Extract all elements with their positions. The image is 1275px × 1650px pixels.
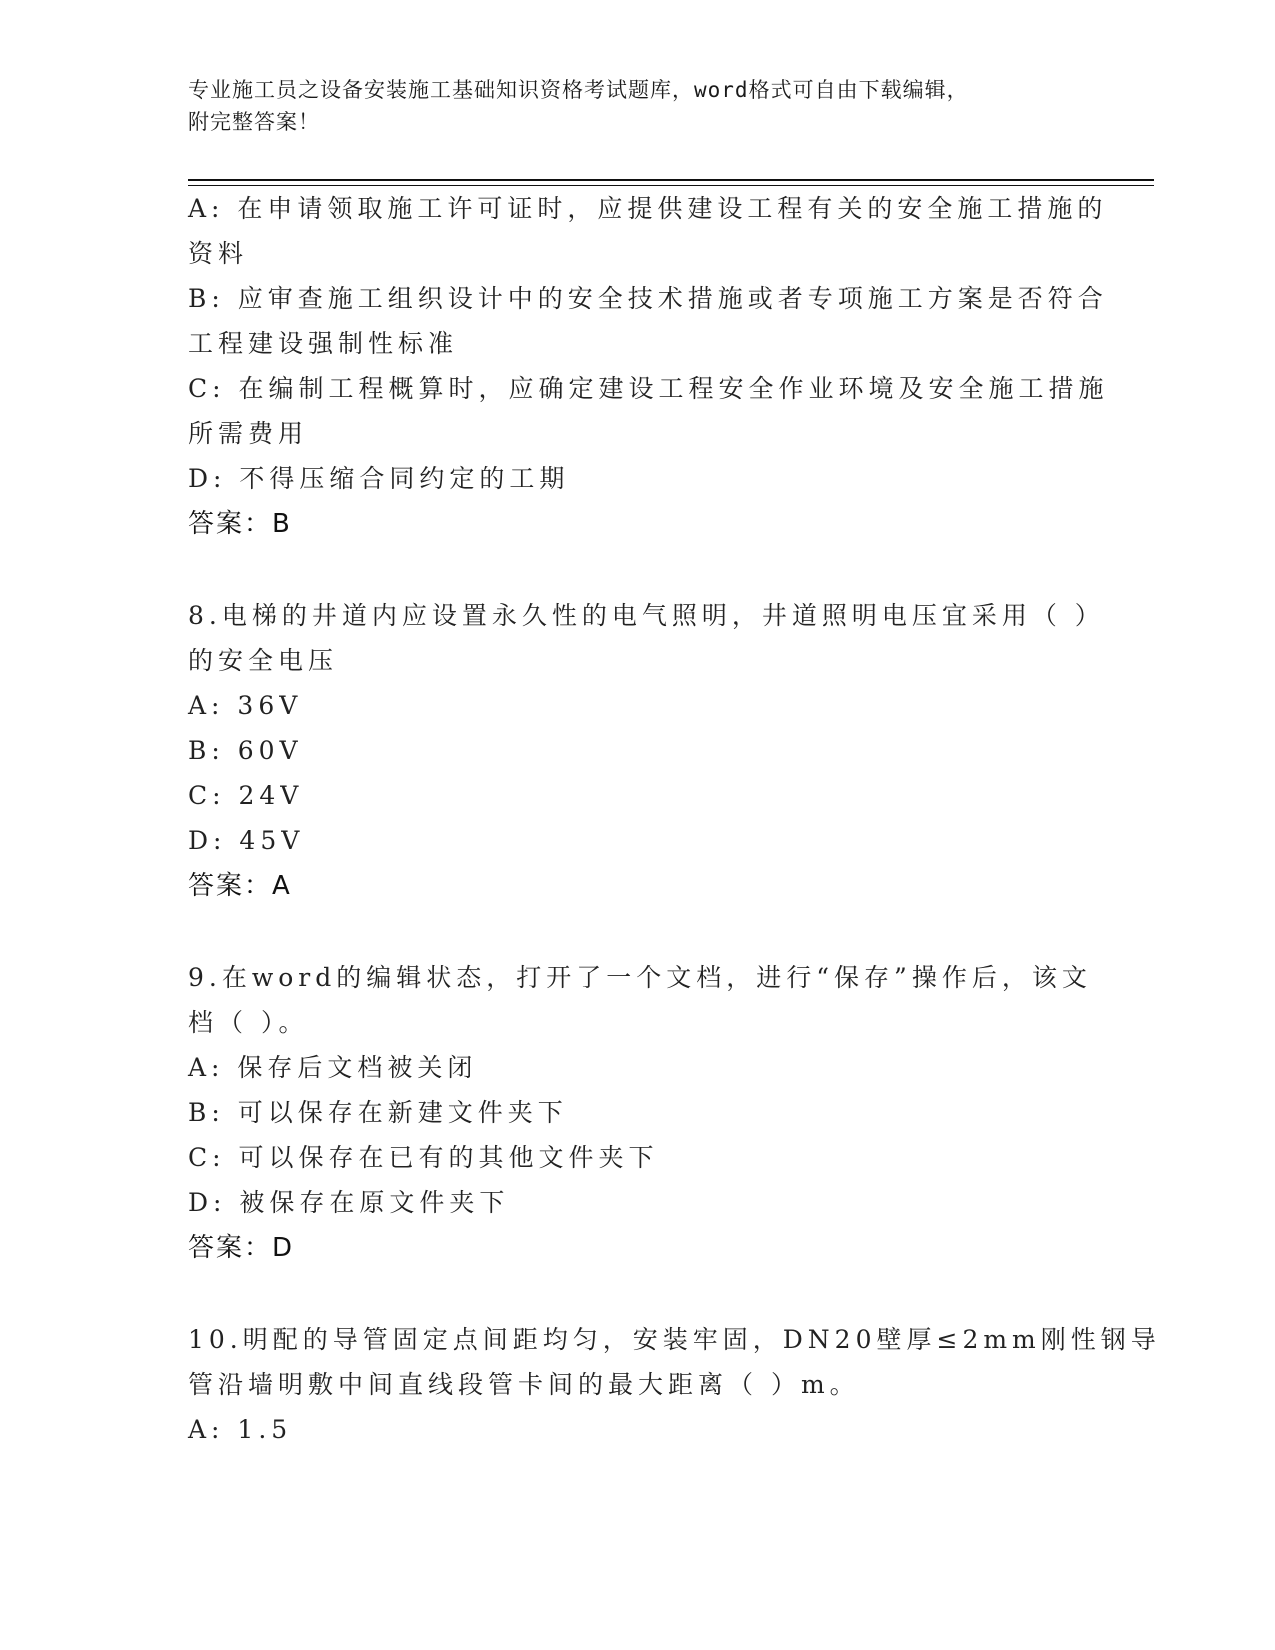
- option-line: A: 1.5: [188, 1415, 293, 1444]
- option-line: A: 在申请领取施工许可证时，应提供建设工程有关的安全施工措施的: [188, 194, 1108, 223]
- option-line: 资料: [188, 239, 249, 268]
- option-line: 工程建设强制性标准: [188, 329, 459, 358]
- option-line: C: 在编制工程概算时，应确定建设工程安全作业环境及安全施工措施: [188, 374, 1109, 403]
- question-7: [188, 186, 1109, 548]
- question-8: [188, 593, 1105, 910]
- option-line: B: 可以保存在新建文件夹下: [188, 1098, 568, 1127]
- question-text: 的安全电压: [188, 646, 339, 675]
- option-line: D: 45V: [188, 826, 305, 855]
- answer-label: 答案：B: [188, 509, 292, 539]
- question-text: 8.电梯的井道内应设置永久性的电气照明，井道照明电压宜采用（ ）: [188, 601, 1105, 630]
- option-line: B: 60V: [188, 736, 303, 765]
- question-text: 管沿墙明敷中间直线段管卡间的最大距离（ ）m。: [188, 1370, 860, 1399]
- question-9: [188, 955, 1092, 1272]
- option-line: B: 应审查施工组织设计中的安全技术措施或者专项施工方案是否符合: [188, 284, 1108, 313]
- question-spacer: [188, 910, 1088, 955]
- question-spacer: [188, 1272, 1088, 1317]
- answer-label: 答案：D: [188, 1233, 295, 1263]
- question-text: 9.在word的编辑状态，打开了一个文档，进行“保存”操作后，该文: [188, 963, 1092, 992]
- question-text: 档（ ）。: [188, 1008, 309, 1037]
- header-divider-thick: [188, 179, 1154, 181]
- header-line-1: 专业施工员之设备安装施工基础知识资格考试题库，word格式可自由下载编辑，: [188, 78, 969, 102]
- question-10: [188, 1317, 1161, 1452]
- option-line: 所需费用: [188, 419, 309, 448]
- question-list: [188, 186, 1161, 1452]
- option-line: A: 保存后文档被关闭: [188, 1053, 478, 1082]
- option-line: C: 可以保存在已有的其他文件夹下: [188, 1143, 659, 1172]
- answer-label: 答案：A: [188, 871, 292, 901]
- question-text: 10.明配的导管固定点间距均匀，安装牢固，DN20壁厚≤2mm刚性钢导: [188, 1325, 1161, 1354]
- document-header: [188, 74, 1068, 138]
- option-line: C: 24V: [188, 781, 304, 810]
- option-line: D: 被保存在原文件夹下: [188, 1188, 510, 1217]
- option-line: A: 36V: [188, 691, 303, 720]
- header-line-2: 附完整答案！: [188, 110, 320, 134]
- question-spacer: [188, 548, 1088, 593]
- option-line: D: 不得压缩合同约定的工期: [188, 464, 570, 493]
